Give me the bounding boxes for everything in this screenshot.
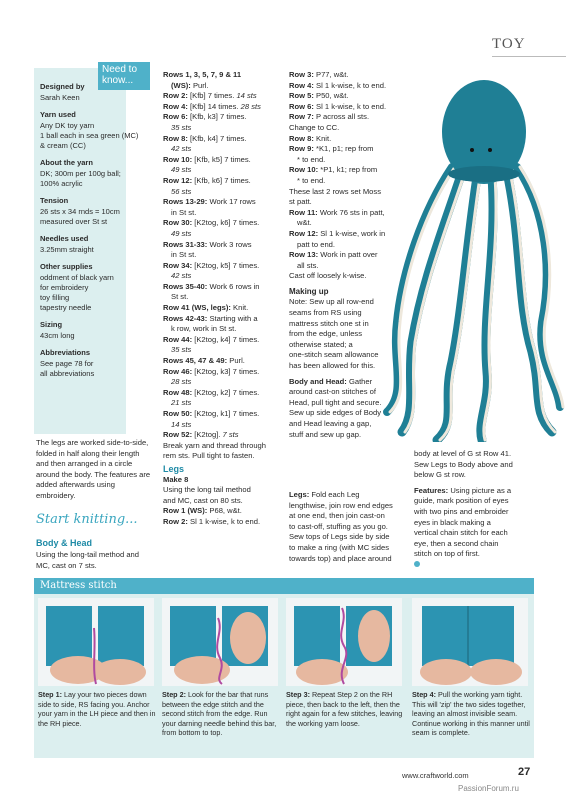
pattern-row: Rows 42-43: Starting with a [163, 313, 258, 323]
pattern-column-2 [163, 70, 281, 528]
info-section [40, 110, 139, 151]
info-line: DK; 300m per 100g ball; [40, 169, 121, 178]
pattern-row: Row 2: Sl 1 k-wise, k to end. [163, 516, 261, 526]
pattern-row: patt to end. [297, 239, 335, 249]
footer-url[interactable]: www.craftworld.com [402, 771, 469, 780]
info-line: toy filling [40, 293, 70, 302]
step-4-photo [412, 598, 528, 686]
octopus-photo [382, 62, 566, 442]
intro-text: The legs are worked side-to-side, folded in half along their length and then arranged in a circle around the body. The features are added afterwards using embroidery. [36, 438, 151, 500]
pattern-row: st patt. [289, 197, 312, 207]
info-list [40, 82, 139, 379]
pattern-row: 21 sts [171, 398, 192, 408]
pattern-row: and MC, cast on 80 sts. [163, 495, 243, 505]
pattern-row: 35 sts [171, 122, 192, 132]
info-line: 100% acrylic [40, 179, 83, 188]
info-heading: Sizing [40, 320, 63, 329]
info-heading: About the yarn [40, 158, 93, 167]
mattress-title-bar [34, 578, 534, 594]
text-line: Gather [348, 376, 373, 386]
legs-label: Legs: [289, 490, 310, 499]
step-1-body: Lay your two pieces down side to side, RS facing you. Anchor your yarn in the LH piece and then in the RH piece. [38, 690, 156, 728]
text-line: eye, then a second chain [414, 538, 499, 548]
info-line: all abbreviations [40, 369, 95, 378]
text-line: Sew up side edges of Body [289, 408, 382, 418]
info-line: Any DK toy yarn [40, 121, 95, 130]
section-tag: TOY [492, 36, 526, 52]
legs-rows [163, 475, 281, 528]
pattern-row: Make 8 [163, 474, 189, 484]
text-line: at one end, then join cast-on [289, 511, 385, 521]
text-line: towards top) and place around [289, 553, 392, 563]
pattern-row: w&t. [297, 218, 312, 228]
step-4-text [412, 690, 530, 738]
info-section [40, 196, 120, 227]
pattern-row: Cast off loosely k-wise. [289, 271, 367, 281]
info-section [40, 158, 120, 189]
text-line: below G st row. [414, 470, 466, 480]
info-section [40, 262, 120, 313]
text-line: Sew tops of Legs side by side [289, 532, 390, 542]
pattern-row: Row 48: [K2tog, k2] 7 times. [163, 387, 260, 397]
info-heading: Other supplies [40, 262, 93, 271]
pattern-row: Row 11: Work 76 sts in patt, [289, 207, 385, 217]
pattern-row: in St st. [171, 207, 197, 217]
pattern-row: Row 52: [K2tog]. 7 sts [163, 430, 239, 440]
making-up-heading: Making up [289, 286, 329, 296]
text-line: body at level of G st Row 41. [414, 449, 512, 458]
pattern-row: 42 sts [171, 144, 192, 154]
pattern-row: Row 10: [Kfb, k5] 7 times. [163, 154, 251, 164]
page-number: 27 [518, 766, 531, 778]
body-and-head-label: Body and Head: [289, 376, 347, 386]
features-text [414, 486, 534, 560]
info-line: 26 sts x 34 rnds = 10cm [40, 207, 120, 216]
text-line: stuff and sew up gap. [289, 429, 362, 439]
info-heading: Designed by [40, 82, 85, 91]
info-line: 1 ball each in sea green (MC) [40, 131, 139, 140]
step-2-photo [162, 598, 278, 686]
pattern-row: Row 10: *P1, k1; rep from [289, 165, 378, 175]
text-line: from the edge, unless [289, 329, 363, 339]
text-line: guide, mark position of eyes [414, 496, 509, 506]
features-para [414, 486, 534, 571]
step-3-body: Repeat Step 2 on the RH piece, then back to the left, then the right again for a few stitches, leaving the working yarn loose. [286, 690, 403, 728]
pattern-row: in St st. [171, 250, 197, 260]
pattern-row: Row 2: [Kfb] 7 times. 14 sts [163, 91, 257, 101]
step-1-photo [38, 598, 154, 686]
info-line: See page 78 for [40, 359, 94, 368]
text-line: has been allowed for this. [289, 361, 376, 371]
text-line: eyes in black making a [414, 517, 491, 527]
pattern-row: Rows 31-33: Work 3 rows [163, 239, 252, 249]
text-line: to make a ring (with MC sides [289, 542, 390, 552]
pattern-row: St st. [171, 292, 189, 302]
pattern-row: Row 4: Sl 1 k-wise, k to end. [289, 80, 387, 90]
pattern-row: Rows 45, 47 & 49: Purl. [163, 356, 245, 366]
info-line: & cream (CC) [40, 141, 86, 150]
pattern-row: Row 41 (WS, legs): Knit. [163, 303, 249, 313]
pattern-row: Row 12: Sl 1 k-wise, work in [289, 228, 386, 238]
step-3-photo [286, 598, 402, 686]
text-line: lengthwise, join row end edges [289, 500, 393, 510]
text-line: Using picture as a [450, 485, 512, 495]
need-to-know-badge: Need to know... [98, 62, 150, 90]
col4-text [414, 449, 534, 481]
pattern-row: k row, work in St st. [171, 324, 237, 334]
pattern-row: Row 9: *K1, p1; rep from [289, 144, 374, 154]
pattern-row: Rows 1, 3, 5, 7, 9 & 11 [163, 70, 242, 79]
body-head-heading: Body & Head [36, 538, 93, 548]
step-2-label: Step 2: [162, 690, 186, 699]
pattern-row: Row 12: [Kfb, k6] 7 times. [163, 175, 251, 185]
info-section [40, 348, 120, 379]
step-2-body: Look for the bar that runs between the edge stitch and the second stitch from the edge. Run your darning needle behind this bar, from bottom to top. [162, 690, 277, 738]
text-line: Note: Sew up all row-end [289, 297, 374, 307]
pattern-row: Break yarn and thread through [163, 440, 267, 450]
info-box [34, 68, 139, 434]
step-4-label: Step 4: [412, 690, 436, 699]
pattern-row: Rows 35-40: Work 6 rows in [163, 281, 260, 291]
pattern-row: 56 sts [171, 186, 192, 196]
text-line: Fold each Leg [311, 490, 360, 499]
pattern-row: Rows 13-29: Work 17 rows [163, 197, 256, 207]
end-dot-icon [414, 561, 420, 567]
features-label: Features: [414, 485, 449, 495]
text-line: and Head leaving a gap, [289, 419, 372, 428]
pattern-row: Row 1 (WS): P68, w&t. [163, 506, 242, 516]
pattern-row: Row 5: P50, w&t. [289, 91, 349, 101]
info-line: Sarah Keen [40, 93, 80, 102]
pattern-row: all sts. [297, 260, 319, 270]
legs-making-up-text [289, 490, 407, 564]
text-line: Head, pull tight and secure. [289, 397, 382, 407]
info-line: for embroidery [40, 283, 89, 292]
pattern-row: * to end. [297, 175, 326, 185]
step-3-label: Step 3: [286, 690, 310, 699]
text-line: around cast-on stitches of [289, 387, 376, 397]
text-line: with two pins and embroider [414, 506, 509, 516]
pattern-row: 42 sts [171, 271, 192, 281]
pattern-row: Row 6: [Kfb, k3] 7 times. [163, 112, 247, 122]
start-knitting-title: Start knitting... [36, 512, 138, 527]
pattern-row: Using the long tail method [163, 485, 251, 495]
text-line: mattress stitch one st in [289, 318, 369, 328]
info-line: tapestry needle [40, 303, 92, 312]
text-line: seams from RS using [289, 308, 362, 318]
info-line: measured over St st [40, 217, 108, 226]
legs-making-up [289, 490, 407, 564]
info-heading: Abbreviations [40, 348, 91, 357]
info-line: oddment of black yarn [40, 273, 114, 282]
pattern-row: 35 sts [171, 345, 192, 355]
info-line: 43cm long [40, 331, 75, 340]
legs-heading: Legs [163, 463, 185, 474]
text-line: one-stitch seam allowance [289, 350, 379, 360]
pattern-row: 49 sts [171, 228, 192, 238]
col2-rows [163, 70, 281, 462]
pattern-column-4 [414, 449, 534, 571]
step-1-label: Step 1: [38, 690, 62, 699]
mattress-stitch-panel [34, 578, 534, 758]
top-rule [492, 56, 566, 57]
pattern-row: 28 sts [171, 377, 192, 387]
pattern-row: Row 13: Work in patt over [289, 250, 378, 260]
watermark: PassionForum.ru [458, 784, 519, 793]
pattern-row: Row 8: [Kfb, k4] 7 times. [163, 133, 247, 143]
pattern-row: (WS): Purl. [171, 80, 209, 90]
text-line: stitch on top of first. [414, 549, 480, 559]
step-3-text [286, 690, 404, 728]
text-line: Sew Legs to Body above and [414, 459, 513, 469]
pattern-row: Row 7: P across all sts. [289, 112, 370, 122]
pattern-row: 49 sts [171, 165, 192, 175]
pattern-row: Row 44: [K2tog, k4] 7 times. [163, 334, 260, 344]
info-section [40, 320, 120, 341]
mattress-title: Mattress stitch [40, 580, 117, 591]
pattern-row: 14 sts [171, 419, 192, 429]
pattern-row: rem sts. Pull tight to fasten. [163, 451, 255, 461]
text-line: otherwise stated; a [289, 339, 353, 349]
step-1-text [38, 690, 156, 728]
pattern-row: Row 30: [K2tog, k6] 7 times. [163, 218, 260, 228]
body-head-text: Using the long-tail method and MC, cast on 7 sts. [36, 550, 140, 570]
pattern-row: Row 4: [Kfb] 14 times. 28 sts [163, 101, 261, 111]
pattern-row: Row 34: [K2tog, k5] 7 times. [163, 260, 260, 270]
step-4-body: Pull the working yarn tight. This will 'zip' the two sides together, leaving an almost invisible seam. Continue working in this manner until seam is complete. [412, 690, 530, 738]
pattern-row: Row 8: Knit. [289, 133, 332, 143]
pattern-row: * to end. [297, 154, 326, 164]
info-heading: Yarn used [40, 110, 76, 119]
pattern-row: These last 2 rows set Moss [289, 186, 382, 196]
pattern-row: Row 3: P77, w&t. [289, 70, 349, 79]
info-section [40, 234, 120, 255]
step-2-text [162, 690, 280, 738]
pattern-row: Row 6: Sl 1 k-wise, k to end. [289, 101, 387, 111]
text-line: vertical chain stitch for each [414, 528, 508, 538]
info-heading: Needles used [40, 234, 89, 243]
pattern-row: Change to CC. [289, 122, 340, 132]
info-line: 3.25mm straight [40, 245, 94, 254]
pattern-row: Row 50: [K2tog, k1] 7 times. [163, 409, 260, 418]
info-heading: Tension [40, 196, 69, 205]
text-line: to cast-off, stuffing as you go. [289, 521, 388, 531]
pattern-row: Row 46: [K2tog, k3] 7 times. [163, 366, 260, 376]
